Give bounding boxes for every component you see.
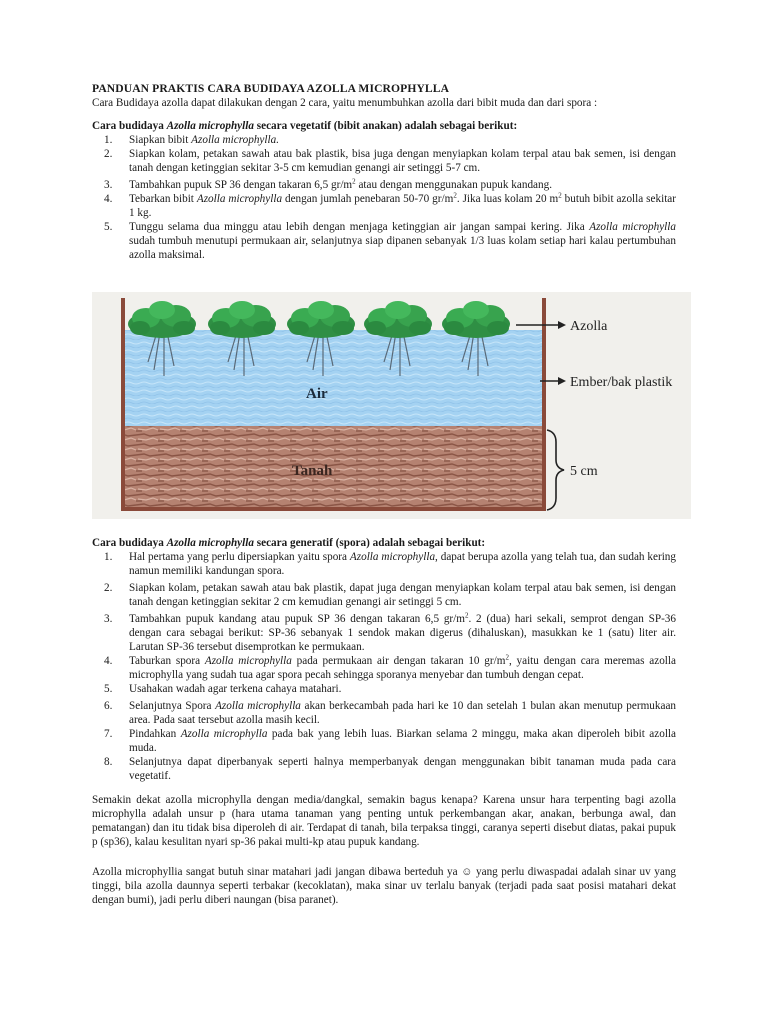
list-item: 3. Tambahkan pupuk SP 36 dengan takaran 6,5 $gr/m^2$ atau dengan menggunakan pupuk kandang. xyxy=(104,177,552,191)
vegetative-steps xyxy=(92,133,676,262)
label-water: Air xyxy=(306,386,328,402)
list-item: 3. Tambahkan pupuk kandang atau pupuk SP 36 dengan takaran 6,5 $gr/m^2$. 2 (dua) hari sekali, semprot dengan SP-36 dengan cara sebagai berikut: SP-36 sebanyak 1 sendok makan digerus (dihaluskan), masukkan ke 1 (satu) liter air. Larutan SP-36 tersebut disemprotkan ke permukaan. xyxy=(104,611,676,653)
list-item: 1. Siapkan bibit Azolla microphylla. xyxy=(104,134,279,146)
list-item: 5. Tunggu selama dua minggu atau lebih dengan menjaga ketinggian air jangan sampai kering. Jika Azolla microphylla sudah tumbuh menutupi permukaan air, selanjutnya siap dipanen sebanyak 1/3 luas kolam setiap hari kalau pertumbuhan azolla maksimal. xyxy=(104,221,676,261)
diagram-svg xyxy=(92,292,691,519)
paragraph-sunlight: Azolla microphyllia sangat butuh sinar matahari jadi jangan dibawa berteduh ya ☺ yang perlu diwaspadai adalah sinar uv yang tinggi, bila azolla daunnya seperti terbakar (kecoklatan), maka sinar uv terlalu banyak (terjadi pada saat posisi matahari dekat dengan bumi), jadi perlu diberi naungan (bisa paranet). xyxy=(92,866,676,906)
list-item: 6. Selanjutnya Spora Azolla microphylla akan berkecambah pada hari ke 10 dan setelah 1 bulan akan menutup permukaan area. Pada saat tersebut azolla masih kecil. xyxy=(104,700,677,726)
brace-icon xyxy=(547,430,564,510)
list-item: 8. Selanjutnya dapat diperbanyak seperti halnya memperbanyak dengan menggunakan bibit tanaman muda pada cara vegetatif. xyxy=(104,756,676,782)
container-right-wall xyxy=(542,298,546,510)
arrow-icon xyxy=(516,321,566,329)
vegetative-heading: Cara budidaya Azolla microphylla secara vegetatif (bibit anakan) adalah sebagai berikut: xyxy=(92,120,518,132)
list-item: 7. Pindahkan Azolla microphylla pada bak yang lebih luas. Biarkan selama 2 minggu, maka akan diperoleh bibit azolla muda. xyxy=(104,728,676,754)
generative-heading: Cara budidaya Azolla microphylla secara generatif (spora) adalah sebagai berikut: xyxy=(92,537,486,549)
label-soil: Tanah xyxy=(292,463,333,479)
label-depth: 5 cm xyxy=(570,464,598,479)
paragraph-phosphorus: Semakin dekat azolla microphylla dengan media/dangkal, semakin bagus kenapa? Karena unsur hara terpenting bagi azolla microphylla adalah unsur p (hara utama tanaman yang penting untuk perkembangan akar, anakan, berbunga awal, dan pematangan) dan itu tidak bisa diperoleh di air. Terdapat di tanah, bila terpaksa tinggi, caranya seperti disebut diatas, pakai pupuk p (sp36), kalau kesulitan nyari sp-36 pakai multi-kp atau pupuk kandang. xyxy=(92,794,676,848)
list-item: 4. Tebarkan bibit Azolla microphylla dengan jumlah penebaran 50-70 $gr/m^2$. Jika luas kolam 20 $m^2$ butuh bibit azolla sekitar 1 kg. xyxy=(104,191,676,219)
document-body xyxy=(92,82,676,262)
container-left-wall xyxy=(121,298,125,510)
container-bottom xyxy=(121,507,546,511)
document-body-lower xyxy=(92,536,676,907)
azolla-pond-diagram xyxy=(92,292,691,519)
list-item: 1. Hal pertama yang perlu dipersiapkan yaitu spora Azolla microphylla, dapat berupa azolla yang telah tua, dan sudah kering namun memiliki kandungan spora. xyxy=(104,551,676,577)
intro-paragraph: Cara Budidaya azolla dapat dilakukan dengan 2 cara, yaitu menumbuhkan azolla dari bibit muda dan dari spora : xyxy=(92,97,598,109)
list-item: 4. Taburkan spora Azolla microphylla pada permukaan air dengan takaran 10 $gr/m^2$, yaitu dengan cara meremas azolla microphylla yang sudah tua agar spora pecah sehingga sporanya menyebar dan tumbuh dengan cepat. xyxy=(104,653,676,681)
list-item: 2. Siapkan kolam, petakan sawah atau bak plastik, bisa juga dengan menyiapkan kolam terpal atau bak semen, isi dengan tanah dengan ketinggian sekitar 3-5 cm kemudian genangi air setinggi 5-7 cm. xyxy=(104,148,676,174)
list-item: 2. Siapkan kolam, petakan sawah atau bak plastik, dapat juga dengan menyiapkan kolam terpal atau bak semen, isi dengan tanah dengan ketinggian sekitar 2 cm kemudian genangi air setinggi 5 cm. xyxy=(104,582,676,608)
label-azolla: Azolla xyxy=(570,319,608,334)
generative-steps xyxy=(92,550,676,783)
label-container: Ember/bak plastik xyxy=(570,375,673,390)
page-title: PANDUAN PRAKTIS CARA BUDIDAYA AZOLLA MICROPHYLLA xyxy=(92,82,450,95)
soil-layer xyxy=(124,426,543,508)
list-item: 5. Usahakan wadah agar terkena cahaya matahari. xyxy=(104,683,342,695)
